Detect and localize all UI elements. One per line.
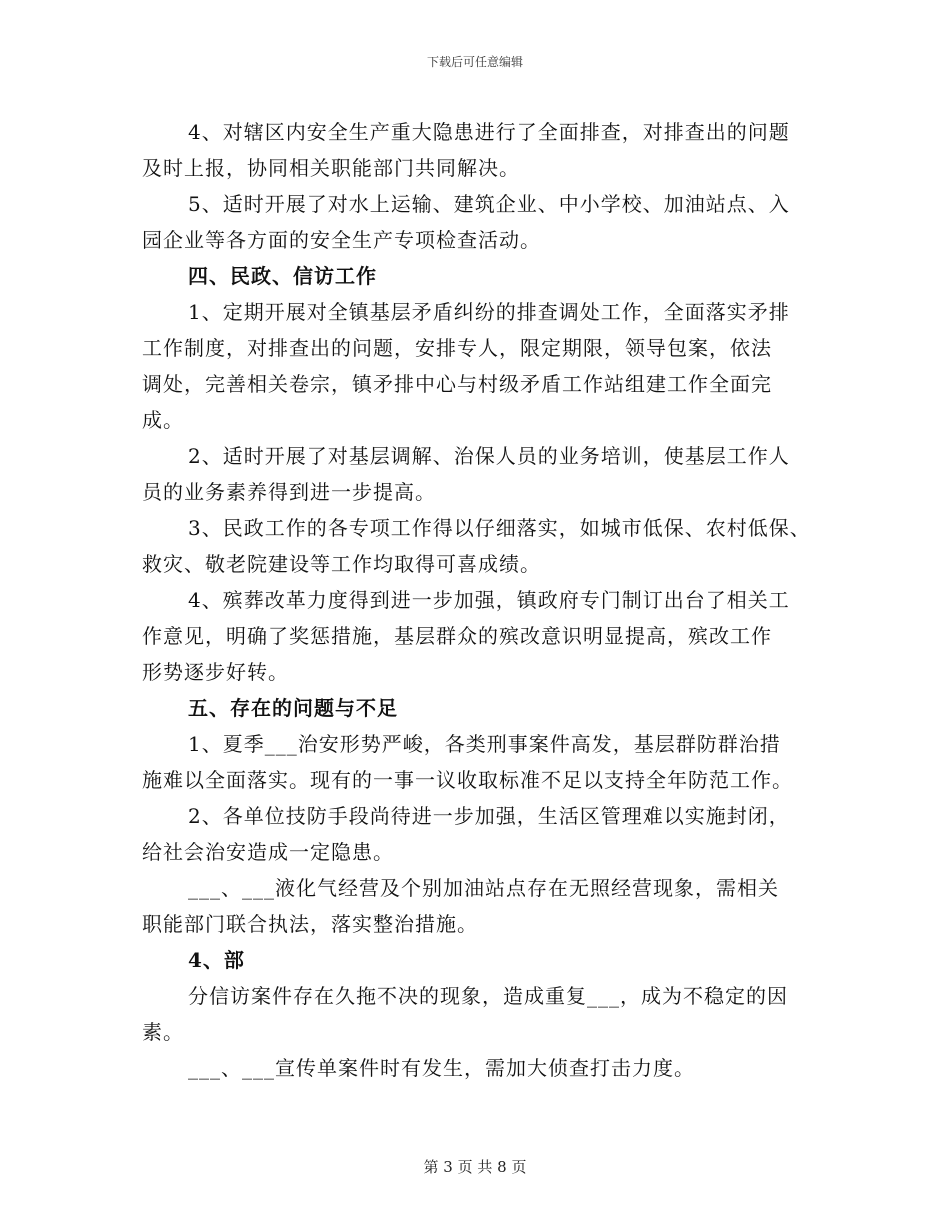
text-line: 园企业等各方面的安全生产专项检查活动。	[142, 228, 541, 252]
text-line: 形势逐步好转。	[142, 660, 289, 684]
text-line: 职能部门联合执法，落实整治措施。	[142, 912, 478, 936]
text-line: 工作制度，对排查出的问题，安排专人，限定期限，领导包案，依法	[142, 336, 772, 360]
page-header: 下载后可任意编辑	[426, 55, 523, 69]
text-line: ___、___液化气经营及个别加油站点存在无照经营现象，需相关	[188, 876, 779, 900]
text-line: 素。	[142, 1020, 184, 1044]
text-line: 1、夏季___治安形势严峻，各类刑事案件高发，基层群防群治措	[188, 732, 781, 756]
text-line: 及时上报，协同相关职能部门共同解决。	[142, 156, 520, 180]
text-line: 4、对辖区内安全生产重大隐患进行了全面排查，对排查出的问题	[188, 120, 790, 144]
section-heading: 五、存在的问题与不足	[188, 696, 398, 720]
section-heading: 四、民政、信访工作	[188, 264, 377, 288]
text-line: 3、民政工作的各专项工作得以仔细落实，如城市低保、农村低保、	[188, 516, 811, 540]
text-line: 救灾、敬老院建设等工作均取得可喜成绩。	[142, 552, 541, 576]
text-line: 1、定期开展对全镇基层矛盾纠纷的排查调处工作，全面落实矛排	[188, 300, 790, 324]
text-line: 分信访案件存在久拖不决的现象，造成重复___，成为不稳定的因	[188, 984, 788, 1008]
text-line: ___、___宣传单案件时有发生，需加大侦查打击力度。	[188, 1056, 695, 1080]
document-body	[142, 114, 832, 1086]
text-line: 2、各单位技防手段尚待进一步加强，生活区管理难以实施封闭，	[188, 804, 790, 828]
text-line: 2、适时开展了对基层调解、治保人员的业务培训，使基层工作人	[188, 444, 790, 468]
section-heading: 4、部	[188, 948, 245, 972]
text-line: 给社会治安造成一定隐患。	[142, 840, 394, 864]
text-line: 成。	[142, 408, 184, 432]
text-line: 员的业务素养得到进一步提高。	[142, 480, 436, 504]
page-footer: 第 3 页 共 8 页	[423, 1158, 527, 1176]
text-line: 5、适时开展了对水上运输、建筑企业、中小学校、加油站点、入	[188, 192, 790, 216]
text-line: 作意见，明确了奖惩措施，基层群众的殡改意识明显提高，殡改工作	[142, 624, 772, 648]
text-line: 施难以全面落实。现有的一事一议收取标准不足以支持全年防范工作。	[142, 768, 793, 792]
text-line: 4、殡葬改革力度得到进一步加强，镇政府专门制订出台了相关工	[188, 588, 790, 612]
text-line: 调处，完善相关卷宗，镇矛排中心与村级矛盾工作站组建工作全面完	[142, 372, 772, 396]
